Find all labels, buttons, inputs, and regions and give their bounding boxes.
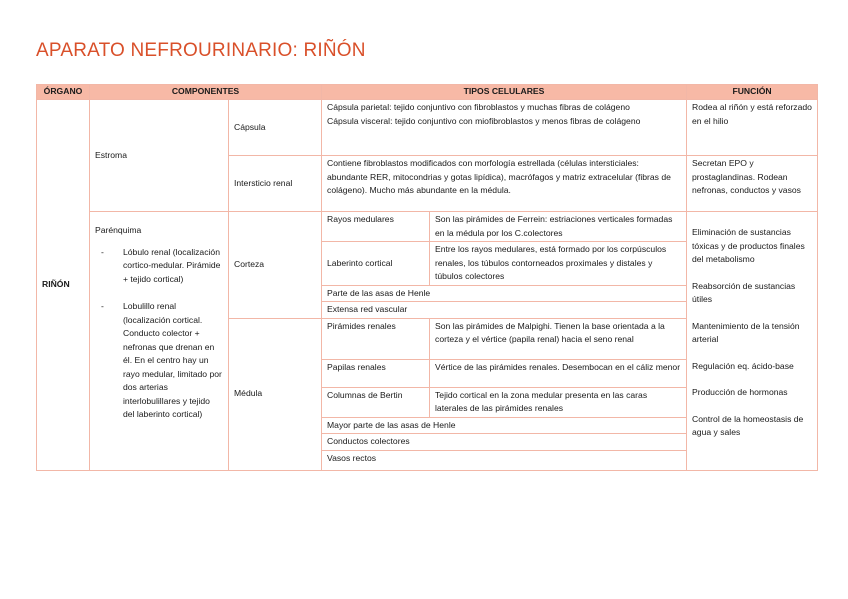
header-organo: ÓRGANO (37, 85, 90, 100)
capsula-funcion: Rodea al riñón y está reforzado en el hilio (687, 100, 818, 156)
funcion-item: Producción de hormonas (692, 387, 788, 397)
estroma-label: Estroma (90, 100, 229, 212)
header-componentes: COMPONENTES (90, 85, 322, 100)
piramides-renales-desc: Son las pirámides de Malpighi. Tienen la base orientada a la corteza y el vértice (papila renal) hacia el seno renal (430, 318, 687, 359)
capsula-label: Cápsula (229, 100, 322, 156)
parenquima-label: Parénquima (95, 225, 142, 235)
red-vascular: Extensa red vascular (322, 302, 687, 319)
header-funcion: FUNCIÓN (687, 85, 818, 100)
kidney-table (36, 84, 818, 471)
conductos-colectores: Conductos colectores (322, 434, 687, 451)
table-row (37, 212, 818, 242)
parenquima-funciones (687, 212, 818, 471)
parenquima-cell (90, 212, 229, 471)
columnas-bertin-label: Columnas de Bertin (322, 387, 430, 417)
laberinto-cortical-label: Laberinto cortical (322, 242, 430, 286)
intersticio-label: Intersticio renal (229, 156, 322, 212)
table-row (37, 100, 818, 156)
bullet-dash: - (101, 301, 104, 311)
header-row (37, 85, 818, 100)
medula-label: Médula (229, 318, 322, 470)
capsula-parietal-text: Cápsula parietal: tejido conjuntivo con fibroblastos y muchas fibras de colágeno (327, 102, 630, 112)
page-title: APARATO NEFROURINARIO: RIÑÓN (36, 40, 366, 61)
list-item (95, 300, 223, 422)
vasos-rectos: Vasos rectos (322, 450, 687, 470)
rayos-medulares-label: Rayos medulares (322, 212, 430, 242)
header-tipos-celulares: TIPOS CELULARES (322, 85, 687, 100)
funcion-item: Control de la homeostasis de agua y sales (692, 413, 804, 437)
organ-cell: RIÑÓN (37, 100, 90, 471)
asas-henle-mayor: Mayor parte de las asas de Henle (322, 417, 687, 434)
corteza-label: Corteza (229, 212, 322, 319)
funcion-item: Reabsorción de sustancias útiles (692, 280, 796, 304)
laberinto-cortical-desc: Entre los rayos medulares, está formado por los corpúsculos renales, los túbulos contorneados proximales y distales y túbulos colectores (430, 242, 687, 286)
funcion-item: Mantenimiento de la tensión arterial (692, 320, 800, 344)
list-item (95, 246, 223, 287)
rayos-medulares-desc: Son las pirámides de Ferrein: estriaciones verticales formadas en la médula por los C.colectores (430, 212, 687, 242)
funcion-item: Regulación eq. ácido-base (692, 360, 794, 371)
intersticio-tipos: Contiene fibroblastos modificados con morfología estrellada (células intersticiales: abundante RER, mitocondrias y gotas lipídica), macrófagos y matriz extracelular (fibras de colágeno). Mucho más abundante en la médula. (322, 156, 687, 212)
bullet-dash: - (101, 246, 104, 257)
lobulo-renal-text: Lóbulo renal (localización cortico-medular. Pirámide + tejido cortical) (123, 246, 221, 284)
lobulillo-renal-text: Lobulillo renal (localización cortical. Conducto colector + nefronas que drenan en él. En el centro hay un rayo medular, limitado por dos arterias interlobulillares y tejido del laberinto cortical) (123, 301, 222, 419)
intersticio-funcion: Secretan EPO y prostaglandinas. Rodean nefronas, conductos y vasos (687, 156, 818, 212)
asas-henle-parte: Parte de las asas de Henle (322, 285, 687, 302)
columnas-bertin-desc: Tejido cortical en la zona medular presenta en las caras laterales de las pirámides renales (430, 387, 687, 417)
piramides-renales-label: Pirámides renales (322, 318, 430, 359)
capsula-tipos (322, 100, 687, 156)
papilas-renales-desc: Vértice de las pirámides renales. Desembocan en el cáliz menor (430, 359, 687, 387)
funcion-item: Eliminación de sustancias tóxicas y de productos finales del metabolismo (692, 227, 805, 264)
capsula-visceral-text: Cápsula visceral: tejido conjuntivo con miofibroblastos y menos fibras de colágeno (327, 115, 641, 126)
papilas-renales-label: Papilas renales (322, 359, 430, 387)
